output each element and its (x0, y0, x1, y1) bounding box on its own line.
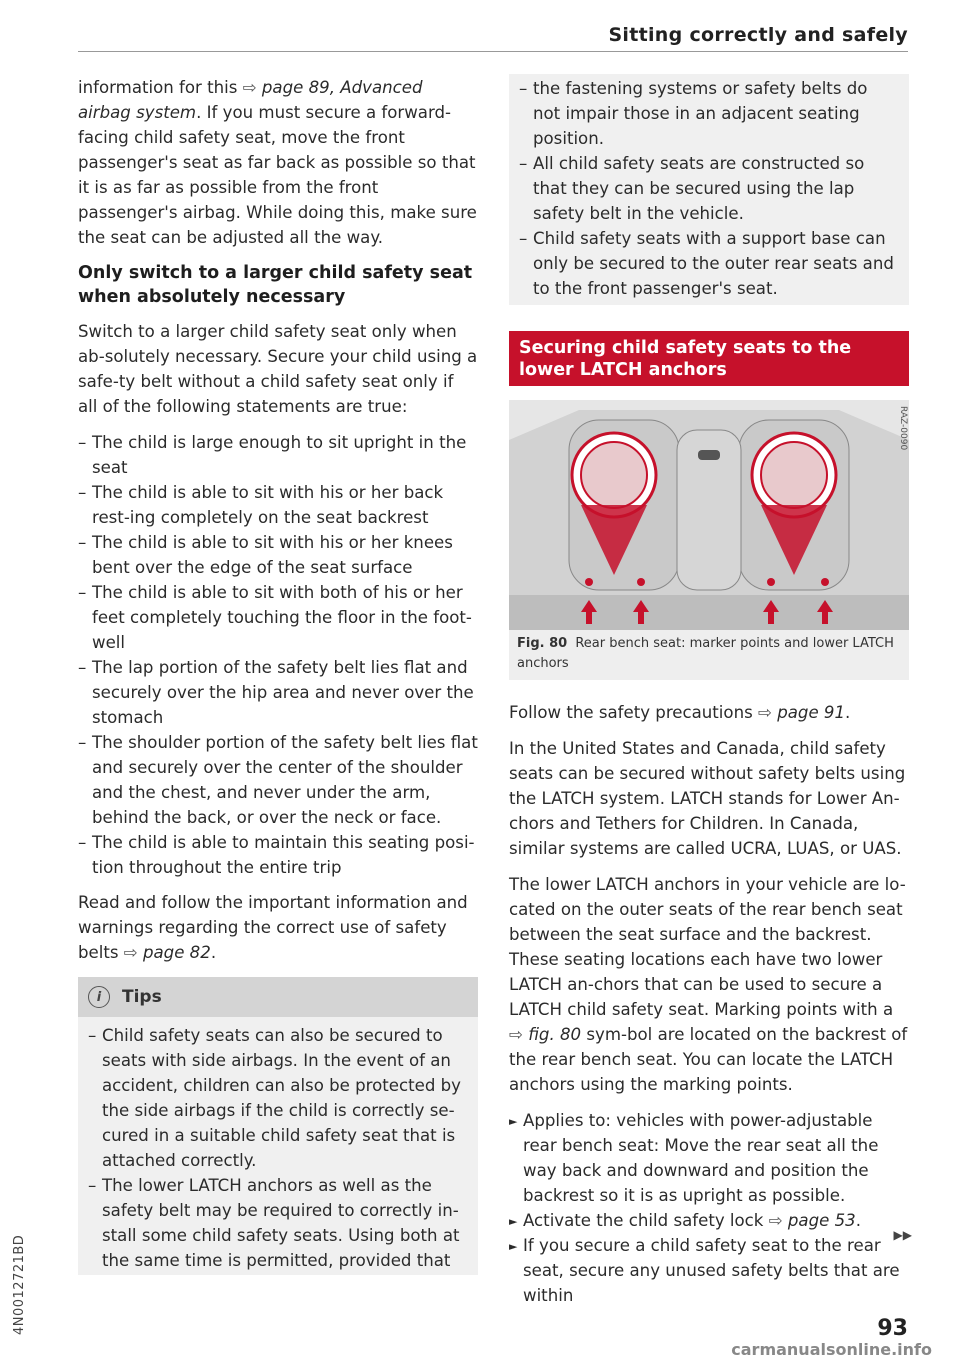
step-item: ► Activate the child safety lock ⇨ page 53. (509, 1208, 909, 1233)
latch-section-title: Securing child safety seats to the lower LATCH anchors (509, 331, 909, 386)
page-number: 93 (877, 1316, 908, 1341)
anchor-location-paragraph: The lower LATCH anchors in your vehicle are lo-cated on the outer seats of the rear bench seat between the seat surface and the backrest. These seating locations each have two lower LATCH an-chors that can be used to secure a LATCH child safety seat. Marking points with a ⇨ fig. 80 sym-bol are located on the backrest of the rear bench seat. You can locate the LATCH anchors using the marking points. (509, 875, 908, 1094)
left-column (78, 75, 478, 1275)
cross-ref-arrow-icon: ⇨ (242, 78, 257, 97)
marker-point (767, 578, 775, 586)
section-heading: Only switch to a larger child safety seat when absolutely necessary (78, 263, 473, 307)
list-item: – The child is able to sit with his or her knees bent over the edge of the seat surface (78, 530, 478, 580)
list-item: – Child safety seats can also be secured to seats with side airbags. In the event of an accident, children can also be protected by the side airbags if the child is correctly se-cured in a suitable child safety seat that is attached correctly. (88, 1023, 468, 1173)
right-column (509, 75, 909, 1308)
marker-point (637, 578, 645, 586)
tips-body (78, 1017, 478, 1275)
cross-ref-arrow-icon: ⇨ (758, 703, 772, 722)
list-item: – Child safety seats with a support base can only be secured to the outer rear seats and to the front passenger's seat. (519, 226, 899, 301)
marker-point (585, 578, 593, 586)
airbag-page-link[interactable]: page 89, Advanced airbag system (78, 78, 423, 122)
figure-caption (509, 630, 909, 680)
intro-paragraph: information for this ⇨ page 89, Advanced airbag system. If you must secure a forward-facing child safety seat, move the front passenger's seat as far back as possible so that it is as far as possible from the front passenger's airbag. While doing this, make sure the seat can be adjusted all the way. (78, 78, 477, 247)
latch-symbol-right-inner (761, 442, 827, 508)
figure-code: RAZ-0090 (898, 406, 908, 451)
latch-symbol-left-inner (581, 442, 647, 508)
list-item: – The child is able to sit with his or her back rest-ing completely on the seat backrest (78, 480, 478, 530)
running-header: Sitting correctly and safely (608, 24, 908, 46)
seat-cushion (509, 595, 909, 630)
list-item: – All child safety seats are constructed so that they can be secured using the lap safety belt in the vehicle. (519, 151, 899, 226)
info-icon: i (88, 986, 110, 1008)
list-item: – The shoulder portion of the safety belt lies flat and securely over the center of the shoulder and the chest, and never under the arm, behind the back, or over the neck or face. (78, 730, 478, 830)
cross-ref-arrow-icon: ⇨ (123, 943, 138, 962)
header-divider (78, 51, 908, 52)
rear-bench-illustration (509, 400, 909, 630)
figure-caption-text: Rear bench seat: marker points and lower LATCH anchors (517, 636, 894, 671)
continue-arrow-icon: ▶▶ (893, 1228, 912, 1242)
list-item: – The child is large enough to sit upright in the seat (78, 430, 478, 480)
list-item: – The child is able to maintain this seating posi-tion throughout the entire trip (78, 830, 478, 880)
precautions-page-link[interactable]: page 91 (777, 703, 846, 722)
cross-ref-arrow-icon: ⇨ (768, 1211, 783, 1230)
tips-continuation (509, 74, 909, 305)
marker-point (821, 578, 829, 586)
list-item: – the fastening systems or safety belts do not impair those in an adjacent seating position. (519, 76, 899, 151)
watermark: carmanualsonline.info (731, 1340, 932, 1359)
safety-belts-page-link[interactable]: page 82 (142, 943, 211, 962)
tips-list (88, 1023, 468, 1273)
list-item: – The lower LATCH anchors as well as the safety belt may be required to correctly in-stall some child safety seats. Using both at the same time is permitted, provided that (88, 1173, 468, 1273)
precautions-paragraph: Follow the safety precautions ⇨ page 91. (509, 703, 851, 722)
list-item: – The lap portion of the safety belt lies flat and securely over the hip area and never over the stomach (78, 655, 478, 730)
conditions-list (78, 430, 478, 880)
step-item: ► Applies to: vehicles with power-adjustable rear bench seat: Move the rear seat all the way back and downward and position the backrest so it is as upright as possible. (509, 1108, 909, 1208)
cross-ref-arrow-icon: ⇨ (509, 1025, 523, 1044)
figure-80-link[interactable]: fig. 80 (528, 1025, 582, 1044)
switch-paragraph: Switch to a larger child safety seat only when ab-solutely necessary. Secure your child using a safe-ty belt without a child safety seat only if all of the following statements are true: (78, 322, 478, 416)
tips-continuation-list (519, 76, 899, 301)
latch-intro-paragraph: In the United States and Canada, child safety seats can be secured without safety belts using the LATCH system. LATCH stands for Lower An-chors and Tethers for Children. In Canada, similar systems are called UCRA, LUAS, or UAS. (509, 739, 906, 858)
child-lock-page-link[interactable]: page 53 (787, 1211, 856, 1230)
figure-80 (509, 400, 909, 680)
figure-label: Fig. 80 (517, 636, 568, 651)
tips-box (78, 977, 478, 1275)
read-follow-paragraph: Read and follow the important information and warnings regarding the correct use of safety belts ⇨ page 82. (78, 893, 468, 962)
step-item: ► If you secure a child safety seat to the rear seat, secure any unused safety belts that are within (509, 1233, 909, 1308)
steps-list (509, 1108, 909, 1308)
center-console-slot (698, 450, 720, 460)
tips-title: Tips (122, 986, 162, 1007)
document-code: 4N0012721BD (12, 1234, 27, 1335)
tips-header (78, 977, 478, 1017)
list-item: – The child is able to sit with both of his or her feet completely touching the floor in the foot-well (78, 580, 478, 655)
